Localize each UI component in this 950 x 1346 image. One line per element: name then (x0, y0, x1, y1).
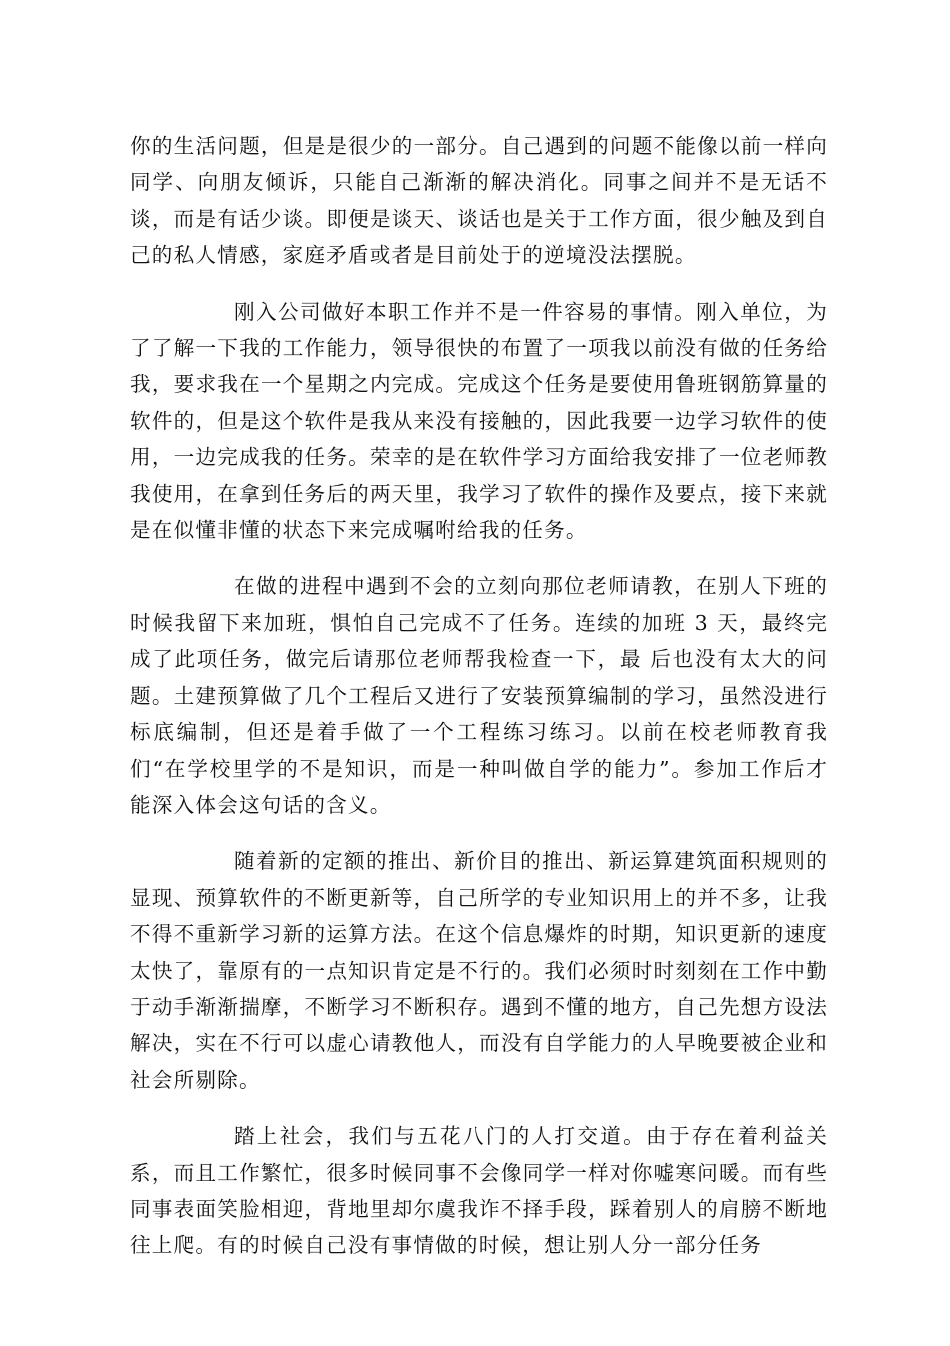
paragraph-1: 你的生活问题，但是是很少的一部分。自己遇到的问题不能像以前一样向同学、向朋友倾诉，只能自己渐渐的解决消化。同事之间并不是无话不谈，而是有话少谈。即便是谈天、谈话也是关于工作方面，很少触及到自己的私人情感，家庭矛盾或者是目前处于的逆境没法摆脱。 (130, 134, 828, 268)
paragraph-3: 在做的进程中遇到不会的立刻向那位老师请教，在别人下班的时候我留下来加班，惧怕自己完成不了任务。连续的加班 3 天，最终完成了此项任务，做完后请那位老师帮我检查一下，最 后也没有太大的问题。土建预算做了几个工程后又进行了安装预算编制的学习，虽然没进行标底编制，但还是着手做了一个工程练习练习。以前在校老师教育我们“在学校里学的不是知识，而是一种叫做自学的能力”。参加工作后才能深入体会这句话的含义。 (130, 574, 828, 817)
paragraph-5: 踏上社会，我们与五花八门的人打交道。由于存在着利益关系，而且工作繁忙，很多时候同事不会像同学一样对你嘘寒问暖。而有些同事表面笑脸相迎，背地里却尔虞我诈不择手段，踩着别人的肩膀不断地往上爬。有的时候自己没有事情做的时候，想让别人分一部分任务 (130, 1124, 828, 1258)
paragraph-2: 刚入公司做好本职工作并不是一件容易的事情。刚入单位，为了了解一下我的工作能力，领导很快的布置了一项我以前没有做的任务给我，要求我在一个星期之内完成。完成这个任务是要使用鲁班钢筋算量的软件的，但是这个软件是我从来没有接触的，因此我要一边学习软件的使用，一边完成我的任务。荣幸的是在软件学习方面给我安排了一位老师教我使用，在拿到任务后的两天里，我学习了软件的操作及要点，接下来就是在似懂非懂的状态下来完成嘱咐给我的任务。 (130, 299, 828, 543)
paragraph-4: 随着新的定额的推出、新价目的推出、新运算建筑面积规则的显现、预算软件的不断更新等，自己所学的专业知识用上的并不多，让我不得不重新学习新的运算方法。在这个信息爆炸的时期，知识更新的速度太快了，靠原有的一点知识肯定是不行的。我们必须时时刻刻在工作中勤于动手渐渐揣摩，不断学习不断积存。遇到不懂的地方，自己先想方设法解决，实在不行可以虚心请教他人，而没有自学能力的人早晚要被企业和社会所剔除。 (130, 849, 828, 1092)
document-body (130, 128, 828, 1284)
